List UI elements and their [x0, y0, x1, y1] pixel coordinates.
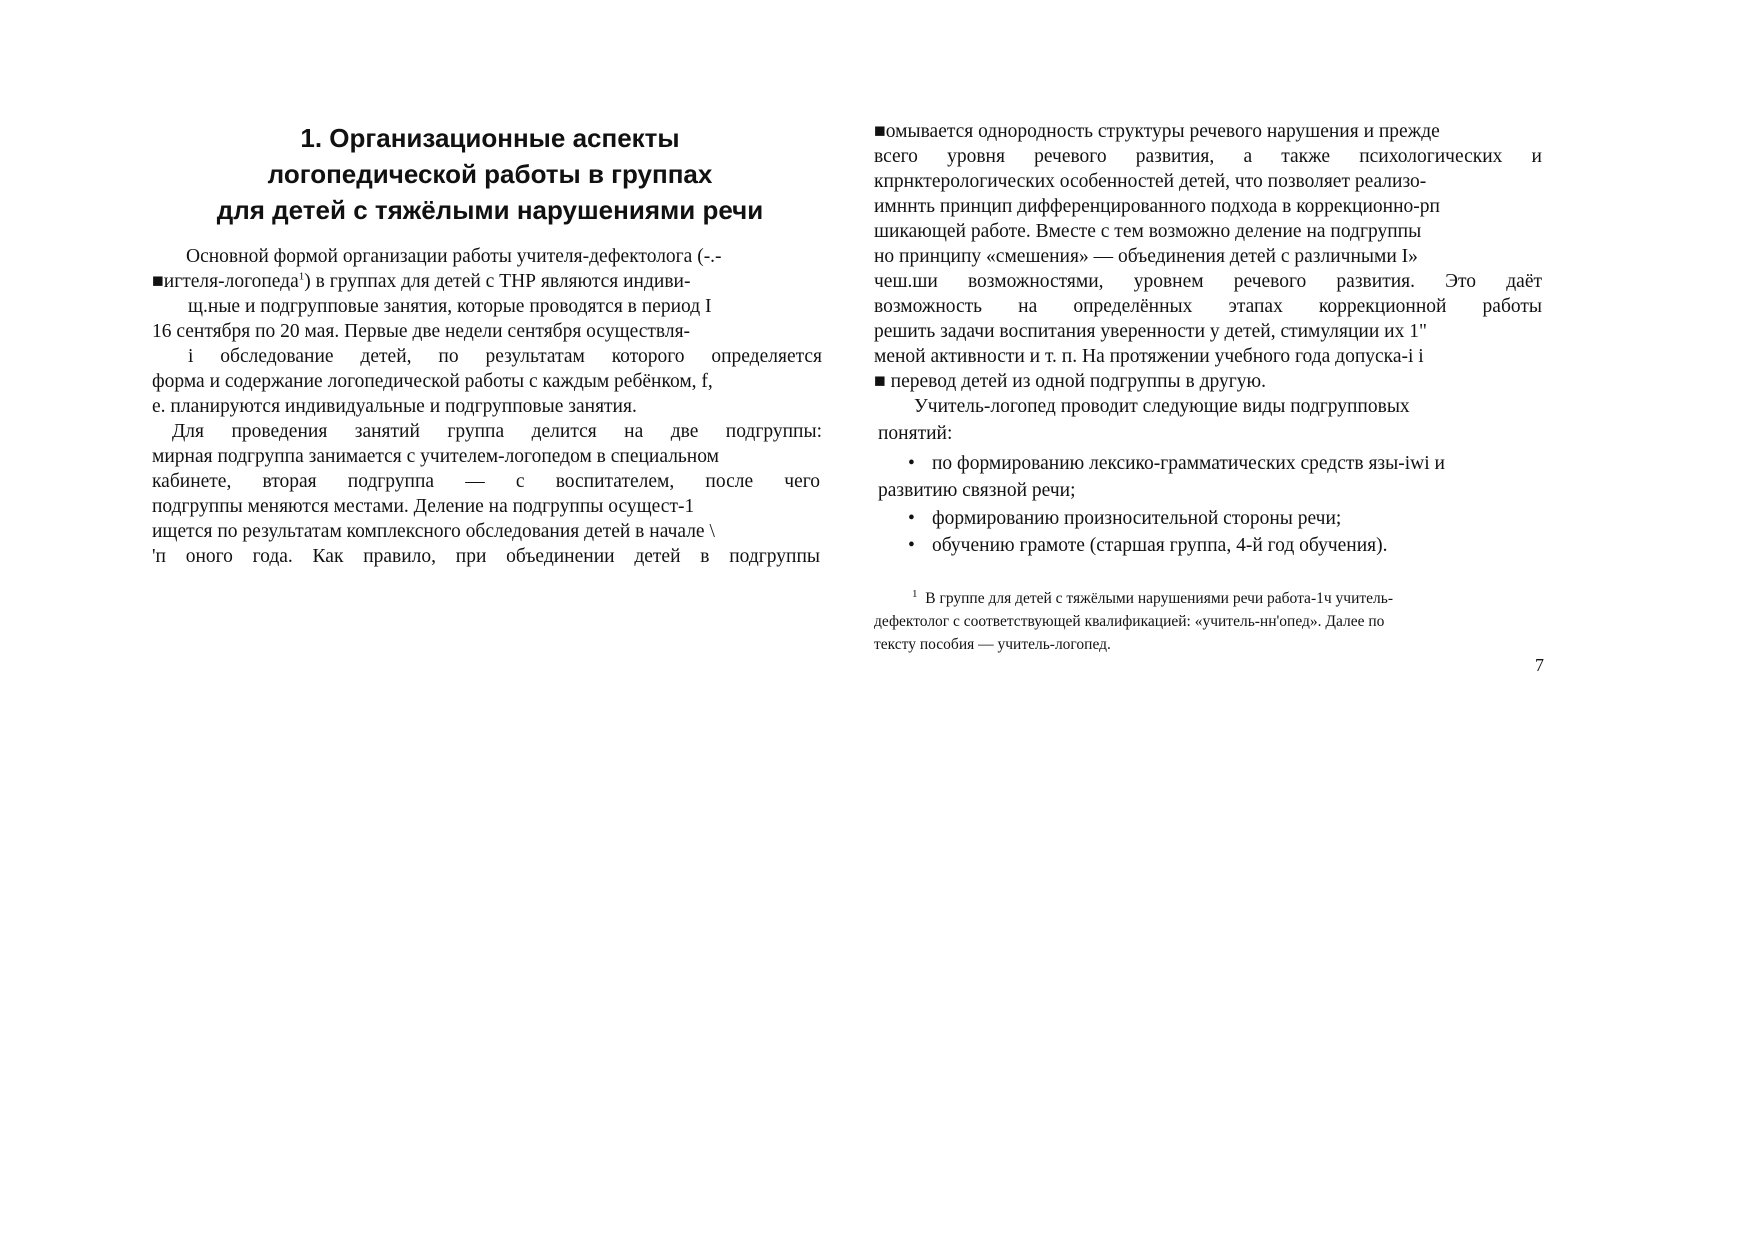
bullet-icon: •	[908, 453, 915, 474]
heading-line-3: для детей с тяжёлыми нарушениями речи	[216, 195, 764, 225]
footnote-mark: 1	[912, 587, 918, 600]
list-item-text: обучению грамоте (старшая группа, 4-й год обучения).	[932, 535, 1388, 556]
paragraph-line: ■ перевод детей из одной подгруппы в другую.	[874, 371, 1266, 392]
paragraph-line: 'п оного года. Как правило, при объединении детей в подгруппы	[152, 546, 820, 567]
list-item	[908, 451, 1548, 476]
paragraph-line: имннть принцип дифференцированного подхода в коррекционно-рп	[874, 196, 1440, 217]
paragraph-line: ищется по результатам комплексного обследования детей в начале \	[152, 521, 715, 542]
footnote-line: тексту пособия — учитель-логопед.	[874, 636, 1111, 653]
list-item	[908, 506, 1548, 531]
paragraph-line: Для проведения занятий группа делится на две подгруппы:	[172, 421, 822, 442]
paragraph-line: всего уровня речевого развития, а также психологических и	[874, 146, 1542, 167]
bullet-icon: •	[908, 508, 915, 529]
footnote-text: В группе для детей с тяжёлыми нарушениями речи работа-1ч учитель-	[925, 590, 1393, 607]
paragraph-line: Основной формой организации работы учителя-дефектолога (-.-	[186, 246, 722, 267]
list-item	[908, 533, 1548, 558]
paragraph-line: меной активности и т. п. На протяжении учебного года допуска-i i	[874, 346, 1424, 367]
paragraph-line: возможность на определённых этапах коррекционной работы	[874, 296, 1542, 317]
paragraph-line: подгруппы меняются местами. Деление на подгруппы осущест-1	[152, 496, 695, 517]
footnote-line	[912, 587, 1552, 610]
paragraph-line: 16 сентября по 20 мая. Первые две недели сентября осуществля-	[152, 321, 691, 342]
footnote-ref: 1	[298, 270, 305, 283]
footnote-line: дефектолог с соответствующей квалификацией: «учитель-нн'опед». Далее по	[874, 613, 1385, 630]
paragraph-line: i обследование детей, по результатам которого определяется	[188, 346, 822, 367]
paragraph-line: понятий:	[878, 423, 953, 444]
paragraph-line: мирная подгруппа занимается с учителем-логопедом в специальном	[152, 446, 719, 467]
heading-line-1: 1. Организационные аспекты	[300, 123, 680, 153]
paragraph-line: шикающей работе. Вместе с тем возможно деление на подгруппы	[874, 221, 1422, 242]
list-item-continuation: развитию связной речи;	[878, 480, 1076, 501]
section-heading	[160, 120, 820, 228]
paragraph-line: Учитель-логопед проводит следующие виды подгрупповых	[914, 396, 1410, 417]
list-item-text: формированию произносительной стороны речи;	[932, 508, 1342, 529]
paragraph-line: кабинете, вторая подгруппа — с воспитателем, после чего	[152, 471, 820, 492]
paragraph-line: решить задачи воспитания уверенности у детей, стимуляции их 1"	[874, 321, 1427, 342]
paragraph-line: щ.ные и подгрупповые занятия, которые проводятся в период I	[188, 296, 712, 317]
paragraph-line: форма и содержание логопедической работы с каждым ребёнком, f,	[152, 371, 713, 392]
paragraph-text: ■игтеля-логопеда	[152, 271, 299, 292]
heading-line-2: логопедической работы в группах	[267, 159, 713, 189]
paragraph-line: кпрнктерологических особенностей детей, что позволяет реализо-	[874, 171, 1427, 192]
paragraph-line: чеш.ши возможностями, уровнем речевого развития. Это даёт	[874, 271, 1542, 292]
paragraph-line: е. планируются индивидуальные и подгрупповые занятия.	[152, 396, 637, 417]
paragraph-text: ) в группах для детей с ТНР являются индиви-	[304, 271, 691, 292]
paragraph-line: но принципу «смешения» — объединения детей с различными I»	[874, 246, 1418, 267]
paragraph-line	[152, 269, 826, 294]
list-item-text: по формированию лексико-грамматических средств язы-iwi и	[932, 453, 1445, 474]
paragraph-line: ■омывается однородность структуры речевого нарушения и прежде	[874, 121, 1440, 142]
page-number: 7	[1535, 655, 1544, 675]
bullet-icon: •	[908, 535, 915, 556]
